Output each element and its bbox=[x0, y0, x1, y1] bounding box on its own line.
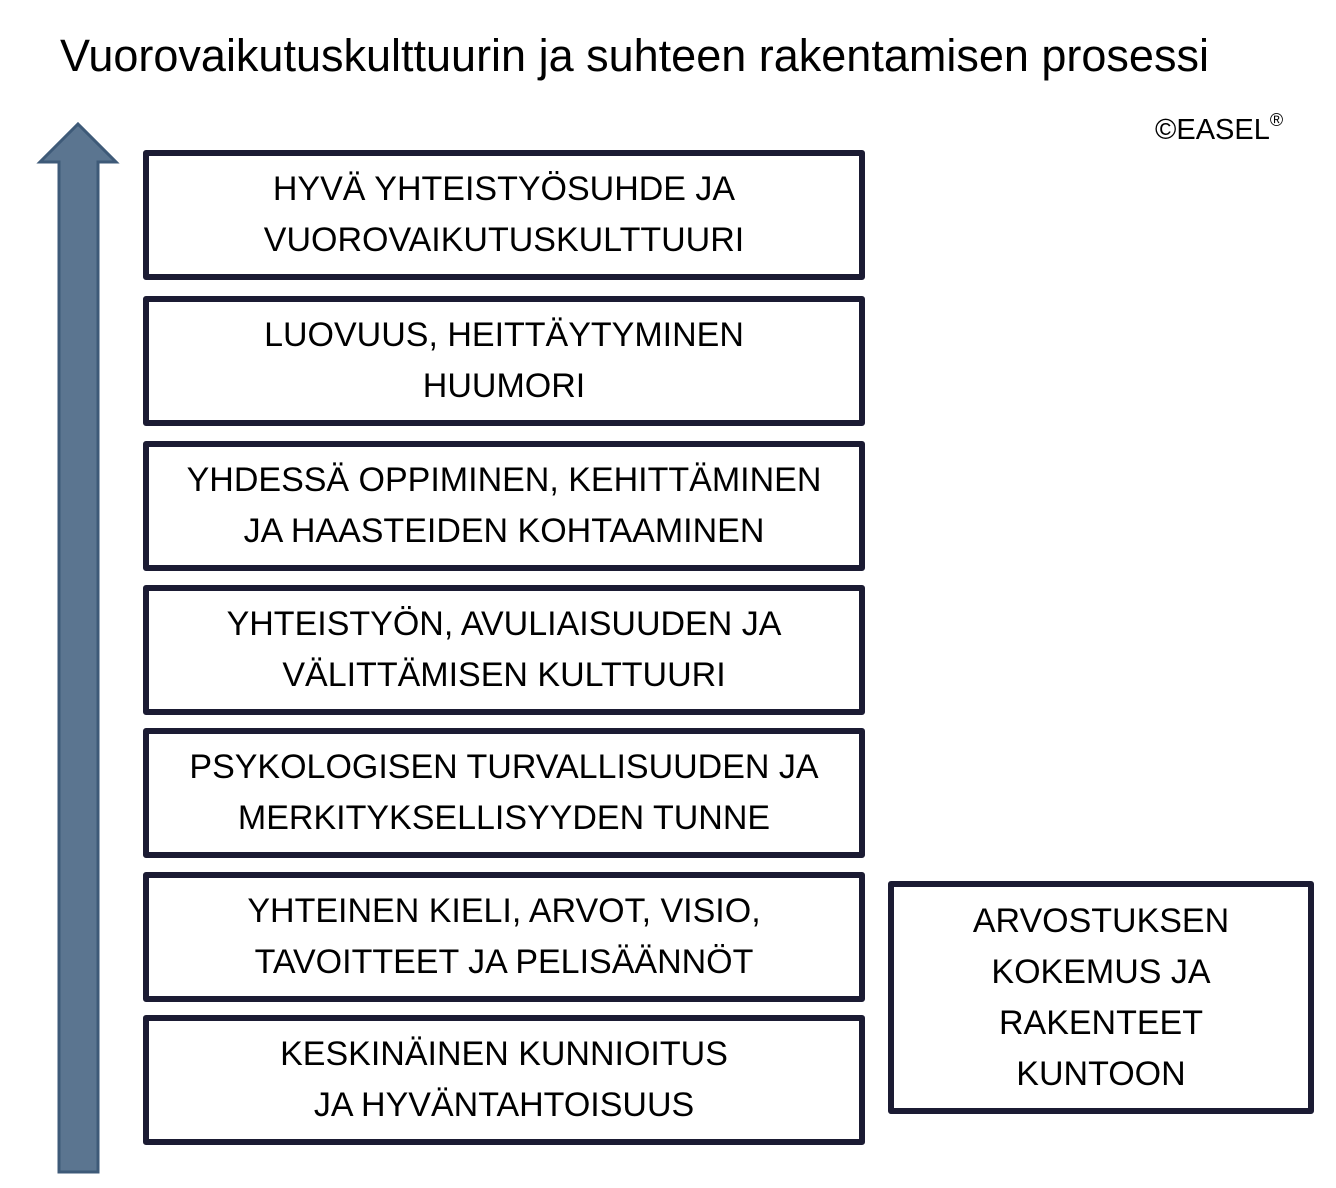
side-box-foundation bbox=[888, 881, 1314, 1114]
level-box-line: VUOROVAIKUTUSKULTTUURI bbox=[263, 221, 745, 259]
level-box-line: YHTEISTYÖN, AVULIAISUUDEN JA bbox=[226, 605, 782, 643]
level-box-line: TAVOITTEET JA PELISÄÄNNÖT bbox=[254, 943, 754, 981]
level-box-line: YHTEINEN KIELI, ARVOT, VISIO, bbox=[247, 892, 761, 930]
level-box-line: MERKITYKSELLISYYDEN TUNNE bbox=[237, 799, 771, 837]
diagram-title: Vuorovaikutuskulttuurin ja suhteen rakentamisen prosessi bbox=[60, 30, 1209, 81]
copyright-text: ©EASEL bbox=[1155, 114, 1270, 146]
level-box-line: JA HYVÄNTAHTOISUUS bbox=[313, 1086, 695, 1124]
level-box-line: JA HAASTEIDEN KOHTAAMINEN bbox=[243, 512, 765, 550]
copyright-notice bbox=[1155, 110, 1283, 147]
level-box-7-top bbox=[143, 150, 865, 280]
side-box-line: KUNTOON bbox=[1016, 1054, 1186, 1093]
level-box-line: HUUMORI bbox=[422, 367, 586, 405]
level-box-line: KESKINÄINEN KUNNIOITUS bbox=[280, 1035, 728, 1073]
level-box-1-bottom bbox=[143, 1015, 865, 1145]
side-box-line: KOKEMUS JA bbox=[991, 952, 1211, 991]
upward-arrow-icon bbox=[36, 120, 120, 1176]
level-box-line: PSYKOLOGISEN TURVALLISUUDEN JA bbox=[189, 748, 819, 786]
level-box-line: HYVÄ YHTEISTYÖSUHDE JA bbox=[272, 170, 736, 208]
level-box-line: YHDESSÄ OPPIMINEN, KEHITTÄMINEN bbox=[186, 461, 822, 499]
level-box-line: LUOVUUS, HEITTÄYTYMINEN bbox=[264, 316, 744, 354]
level-box-3 bbox=[143, 728, 865, 858]
level-box-6 bbox=[143, 296, 865, 426]
arrow-shape bbox=[40, 124, 116, 1172]
level-box-5 bbox=[143, 441, 865, 571]
level-box-line: VÄLITTÄMISEN KULTTUURI bbox=[282, 656, 726, 694]
registered-mark: ® bbox=[1269, 110, 1284, 130]
level-box-4 bbox=[143, 585, 865, 715]
level-box-2 bbox=[143, 872, 865, 1002]
side-box-line: ARVOSTUKSEN bbox=[972, 901, 1230, 940]
side-box-line: RAKENTEET bbox=[998, 1003, 1204, 1042]
